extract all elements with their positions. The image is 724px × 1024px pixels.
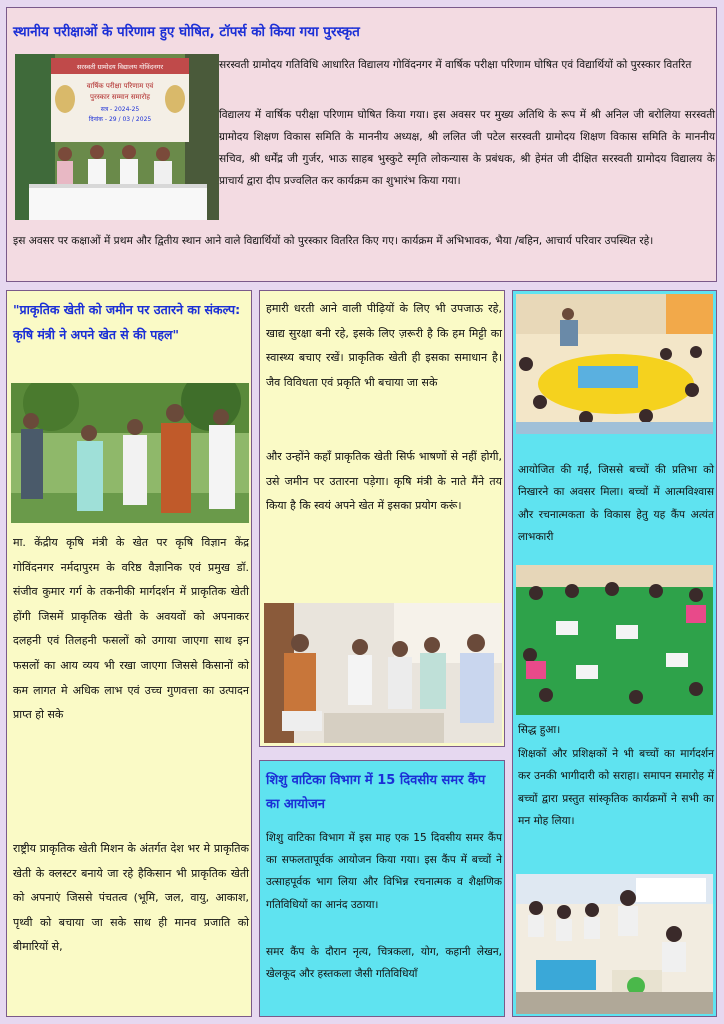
natural-farming-article	[6, 290, 252, 1017]
top-article-title: स्थानीय परीक्षाओं के परिणाम हुए घोषित, टॉपर्स को किया गया पुरस्कृत	[13, 24, 360, 40]
summer-camp-para-4: सिद्ध हुआ।	[518, 724, 561, 736]
banner-line-3: पुरस्कार सम्मान समारोह	[90, 93, 150, 101]
natural-farming-para-2: राष्ट्रीय प्राकृतिक खेती मिशन के अंतर्गत देश भर मे प्राकृतिक खेती के क्लस्टर बनाये जा रहे हैकिसान भी प्राकृतिक खेती को अपनाएं जिससे पंचतत्व (भूमि, जल, वायु, आकाश, पृथ्वी को बचाया जा सके साथ ही मानव प्रजाति को बीमारियों से,	[13, 842, 249, 954]
kids-art-activity-photo	[516, 565, 713, 715]
summer-camp-title: शिशु वाटिका विभाग में 15 दिवसीय समर कैंप का आयोजन	[266, 773, 486, 812]
classroom-activity-photo	[516, 294, 713, 434]
banner-line-1: सरस्वती ग्रामोदय विद्यालय गोविंदनगर	[76, 63, 164, 71]
kids-games-photo	[516, 874, 713, 1014]
minister-field-photo	[11, 383, 249, 523]
natural-farming-para-1: मा. केंद्रीय कृषि मंत्री के खेत पर कृषि विज्ञान केंद्र गोविंदनगर नर्मदापुरम के वरिष्ठ वैज्ञानिक एवं प्रमुख डॉ. संजीव कुमार गर्ग के तकनीकी मार्गदर्शन में प्राकृतिक खेती होंगी जिसमें प्राकृतिक खेती के अवयवों को अपनाकर दलहनी एवं तिलहनी फसलों को उगाया जाएगा साथ इन फसलों का आय व्यय भी रखा जाएगा जिससे किसानों को कम लागत मे अधिक लाभ एवं उच्च गुणवत्ता का उत्पादन प्राप्त हो सके	[13, 536, 249, 722]
top-article-body: विद्यालय में वार्षिक परीक्षा परिणाम घोषित किया गया। इस अवसर पर मुख्य अतिथि के रूप में श्री अनिल जी बरोलिया सरस्वती ग्रामोदय शिक्षण विकास समिति के माननीय अध्यक्ष, श्री ललित जी पटेल सरस्वती ग्रामोदय शिक्षण विकास समिति के माननीय सचिव, श्री धर्मेंद्र जी गुर्जर, भाऊ साहब भुस्कुटे स्मृति लोकन्यास के प्रबंधक, श्री हेमंत जी दीक्षित सरस्वती ग्रामोदय विद्यालय के प्राचार्य द्वारा दीप प्रज्वलित कर कार्यक्रम का शुभारंभ किया गया।	[219, 109, 715, 187]
natural-farming-continued	[259, 290, 505, 747]
banner-line-5: दिनांक - 29 / 03 / 2025	[88, 116, 152, 123]
summer-camp-para-3: आयोजित की गईं, जिससे बच्चों की प्रतिभा को निखारने का अवसर मिला। बच्चों में आत्मविश्वास और रचनात्मकता के विकास हेतु यह कैंप अत्यंत लाभकारी	[518, 464, 714, 544]
natural-farming-para-4: और उन्होंने कहाँ प्राकृतिक खेती सिर्फ भाषणों से नहीं होगी, उसे जमीन पर उतारना पड़ेगा। कृषि मंत्री के नाते मैंने तय किया है कि स्वयं अपने खेत में इसका प्रयोग करूं।	[266, 450, 502, 513]
banner-line-2: वार्षिक परीक्षा परिणाम एवं	[86, 82, 154, 90]
summer-camp-para-5: शिक्षकों और प्रशिक्षकों ने भी बच्चों का मार्गदर्शन कर उनकी भागीदारी को सराहा। समापन समारोह में बच्चों द्वारा प्रस्तुत सांस्कृतिक कार्यक्रमों ने सभी का मन मोह लिया।	[518, 748, 714, 828]
top-article-closing: इस अवसर पर कक्षाओं में प्रथम और द्वितीय स्थान आने वाले विद्यार्थियों को पुरस्कार वितरित किए गए। कार्यक्रम में अभिभावक, भैया /बहिन, आचार्य परिवार उपस्थित रहे।	[13, 235, 654, 247]
natural-farming-para-3: हमारी धरती आने वाली पीढ़ियों के लिए भी उपजाऊ रहे, खाद्य सुरक्षा बनी रहे, इसके लिए ज़रूरी है कि हम मिट्टी का स्वास्थ्य बचाए रखें। प्राकृतिक खेती ही इसका समाधान है। जैव विविधता एवं प्रकृति भी बचाया जा सके	[266, 302, 502, 389]
minister-meeting-photo	[264, 603, 502, 743]
summer-camp-continued	[512, 290, 717, 1017]
result-ceremony-photo	[15, 54, 219, 220]
summer-camp-article	[259, 760, 505, 1017]
banner-line-4: सत्र - 2024-25	[100, 106, 140, 113]
top-article	[6, 7, 717, 282]
natural-farming-title: "प्राकृतिक खेती को जमीन पर उतारने का संकल्प: कृषि मंत्री ने अपने खेत से की पहल"	[13, 302, 241, 342]
top-article-intro: सरस्वती ग्रामोदय गतिविधि आधारित विद्यालय गोविंदनगर में वार्षिक परीक्षा परिणाम घोषित एवं विद्यार्थियों को पुरस्कार वितरित	[219, 59, 692, 71]
summer-camp-para-1: शिशु वाटिका विभाग में इस माह एक 15 दिवसीय समर कैंप का सफलतापूर्वक आयोजन किया गया। इस कैंप में बच्चों ने उत्साहपूर्वक भाग लिया और विभिन्न रचनात्मक व शैक्षणिक गतिविधियों का आनंद उठाया।	[266, 832, 502, 911]
summer-camp-para-2: समर कैंप के दौरान नृत्य, चित्रकला, योग, कहानी लेखन, खेलकूद और हस्तकला जैसी गतिविधियाँ	[266, 946, 502, 981]
